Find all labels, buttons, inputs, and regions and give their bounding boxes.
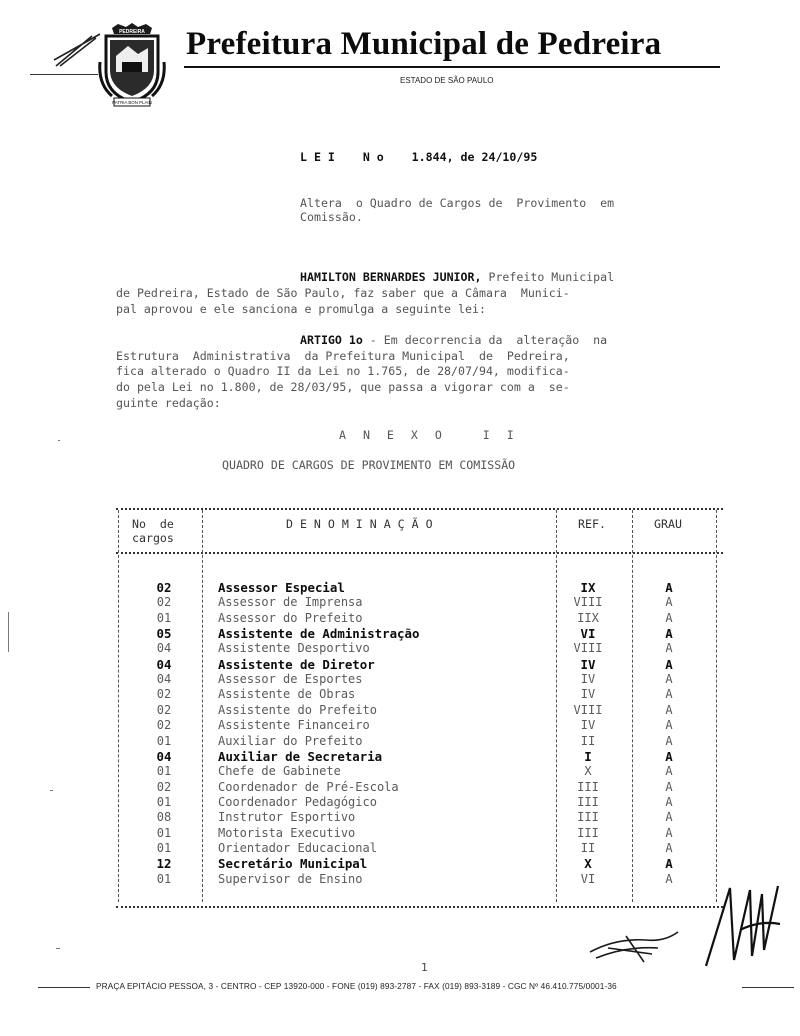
cargo-denomination: Assistente Financeiro (218, 718, 370, 733)
cargo-ref: X (584, 764, 592, 779)
cargo-count: 04 (156, 641, 172, 656)
page-number: 1 (421, 961, 428, 974)
cargo-grau: A (665, 764, 673, 779)
cargo-grau: A (665, 580, 673, 595)
cargo-count: 04 (156, 672, 172, 687)
cargo-denomination: Assistente Desportivo (218, 641, 370, 656)
signature-1 (586, 918, 682, 964)
scan-mark (58, 440, 60, 441)
cargo-grau: A (665, 672, 673, 687)
municipality-title: Prefeitura Municipal de Pedreira (186, 26, 662, 62)
cargo-denomination: Assistente de Administração (218, 626, 420, 642)
cargo-count: 04 (156, 748, 172, 764)
cargo-grau: A (665, 856, 673, 872)
cargo-ref: I (584, 748, 592, 764)
scan-mark (56, 948, 60, 949)
cargo-grau: A (665, 718, 673, 733)
municipal-crest-logo (98, 22, 166, 108)
cargo-grau: A (665, 748, 673, 764)
scan-mark (8, 612, 9, 652)
paragraph-1-line-1 (300, 270, 614, 284)
crest-motto-text: PATRIA BON PLAIN (112, 100, 152, 105)
footer-rule-right (742, 987, 794, 988)
cargo-ref: III (577, 825, 599, 840)
mayor-title: Prefeito Municipal (481, 270, 615, 284)
table-row (116, 626, 723, 641)
table-row (116, 672, 723, 687)
cargo-denomination: Assistente de Diretor (218, 656, 375, 672)
cargo-grau: A (665, 871, 673, 886)
footer-rule-left (38, 987, 90, 988)
cargo-ref: III (577, 810, 599, 825)
cargo-grau: A (665, 641, 673, 656)
cargo-denomination: Assessor do Prefeito (218, 610, 363, 625)
cargo-ref: IV (580, 687, 596, 702)
cargo-count: 01 (156, 840, 172, 855)
cargo-count: 01 (156, 764, 172, 779)
table-row (116, 826, 723, 841)
cargo-ref: VIII (573, 702, 603, 717)
cargo-ref: III (577, 794, 599, 809)
cargo-grau: A (665, 810, 673, 825)
cargo-grau: A (665, 779, 673, 794)
cargo-denomination: Chefe de Gabinete (218, 764, 341, 779)
annex-title: A N E X O I I (339, 428, 519, 442)
cargo-count: 01 (156, 610, 172, 625)
header-denominacao: D E N O M I N A Ç Ã O (286, 517, 433, 531)
cargo-denomination: Motorista Executivo (218, 825, 356, 840)
scan-mark (50, 790, 53, 791)
cargo-denomination: Assessor Especial (218, 580, 345, 595)
table-bottom-border (116, 906, 723, 908)
header-ref: REF. (578, 517, 606, 531)
cargo-count: 02 (156, 718, 172, 733)
article-1-line-4: do pela Lei no 1.800, de 28/03/95, que passa a vigorar com a se- (116, 380, 570, 394)
cargo-denomination: Instrutor Esportivo (218, 810, 356, 825)
table-row (116, 687, 723, 702)
cargo-denomination: Coordenador de Pré-Escola (218, 779, 399, 794)
cargo-count: 02 (156, 595, 172, 610)
law-ementa-line-1: Altera o Quadro de Cargos de Provimento em (300, 196, 615, 210)
cargo-grau: A (665, 702, 673, 717)
cargo-grau: A (665, 595, 673, 610)
cargo-ref: VIII (573, 595, 603, 610)
cargo-denomination: Auxiliar do Prefeito (218, 733, 363, 748)
cargo-grau: A (665, 656, 673, 672)
article-1-line-3: fica alterado o Quadro II da Lei no 1.765, de 28/07/94, modifica- (116, 364, 570, 378)
cargo-count: 02 (156, 580, 172, 595)
cargo-grau: A (665, 733, 673, 748)
mayor-name: HAMILTON BERNARDES JUNIOR, (300, 270, 482, 284)
cargo-denomination: Orientador Educacional (218, 840, 377, 855)
cargo-ref: III (577, 779, 599, 794)
table-row (116, 764, 723, 779)
cargo-grau: A (665, 840, 673, 855)
table-row (116, 810, 723, 825)
crest-banner-text: PEDREIRA (119, 29, 145, 35)
cargo-count: 01 (156, 794, 172, 809)
law-title: L E I N o 1.844, de 24/10/95 (300, 150, 538, 164)
cargo-count: 02 (156, 687, 172, 702)
annex-subtitle: QUADRO DE CARGOS DE PROVIMENTO EM COMISSÃO (222, 458, 516, 472)
cargo-ref: VIII (573, 641, 603, 656)
cargo-count: 12 (156, 856, 172, 872)
header-grau: GRAU (654, 517, 682, 531)
table-row (116, 580, 723, 595)
table-row (116, 872, 723, 887)
cargo-ref: IV (580, 672, 596, 687)
article-1-line-5: guinte redação: (116, 396, 221, 410)
cargo-ref: IX (580, 580, 596, 595)
cargo-count: 05 (156, 626, 172, 642)
cargo-ref: IIX (577, 610, 599, 625)
signature-2 (700, 880, 782, 970)
header-no-cargos-line-2: cargos (132, 531, 174, 545)
table-row (116, 841, 723, 856)
cargo-grau: A (665, 794, 673, 809)
cargo-count: 08 (156, 810, 172, 825)
cargo-grau: A (665, 687, 673, 702)
cargo-denomination: Assistente do Prefeito (218, 702, 377, 717)
cargo-ref: VI (580, 871, 596, 886)
table-row (116, 595, 723, 610)
cargo-count: 01 (156, 825, 172, 840)
article-label: ARTIGO 1o (300, 333, 363, 347)
table-row (116, 734, 723, 749)
cargo-ref: II (580, 733, 596, 748)
cargo-denomination: Supervisor de Ensino (218, 871, 363, 886)
cargo-grau: A (665, 825, 673, 840)
article-1-line-1 (300, 333, 607, 347)
cargo-denomination: Secretário Municipal (218, 856, 368, 872)
article-text: - Em decorrencia da alteração na (362, 333, 608, 347)
table-row (116, 795, 723, 810)
cargo-count: 01 (156, 871, 172, 886)
table-row (116, 749, 723, 764)
table-row (116, 641, 723, 656)
cargo-grau: A (665, 626, 673, 642)
table-row (116, 718, 723, 733)
cargo-denomination: Coordenador Pedagógico (218, 794, 377, 809)
table-row (116, 780, 723, 795)
table-row (116, 657, 723, 672)
footer-address: PRAÇA EPITÁCIO PESSOA, 3 - CENTRO - CEP 13920-000 - FONE (019) 893-2787 - FAX (019) 893-3189 - CGC Nº 46.410.775/0001-36 (96, 981, 617, 991)
cargo-count: 04 (156, 656, 172, 672)
state-subtitle: ESTADO DE SÃO PAULO (400, 76, 494, 85)
cargo-denomination: Assessor de Imprensa (218, 595, 363, 610)
table-row (116, 611, 723, 626)
cargo-ref: VI (580, 626, 596, 642)
cargo-ref: IV (580, 656, 596, 672)
cargo-denomination: Auxiliar de Secretaria (218, 748, 383, 764)
cargo-ref: II (580, 840, 596, 855)
table-row (116, 703, 723, 718)
table-row (116, 856, 723, 871)
cargo-count: 02 (156, 779, 172, 794)
header-left-rule (30, 74, 98, 75)
cargo-ref: X (584, 856, 592, 872)
law-ementa-line-2: Comissão. (300, 210, 363, 224)
cargo-grau: A (665, 610, 673, 625)
paragraph-1-line-3: pal aprovou e ele sanciona e promulga a seguinte lei: (116, 302, 486, 316)
cargo-denomination: Assistente de Obras (218, 687, 356, 702)
cargo-count: 02 (156, 702, 172, 717)
paragraph-1-line-2: de Pedreira, Estado de São Paulo, faz saber que a Câmara Munici- (116, 286, 570, 300)
positions-table (116, 500, 723, 912)
cargo-denomination: Assessor de Esportes (218, 672, 363, 687)
header-no-cargos-line-1: No de (132, 517, 174, 531)
cargo-ref: IV (580, 718, 596, 733)
title-underline (184, 66, 720, 68)
article-1-line-2: Estrutura Administrativa da Prefeitura Municipal de Pedreira, (116, 349, 570, 363)
cargo-count: 01 (156, 733, 172, 748)
